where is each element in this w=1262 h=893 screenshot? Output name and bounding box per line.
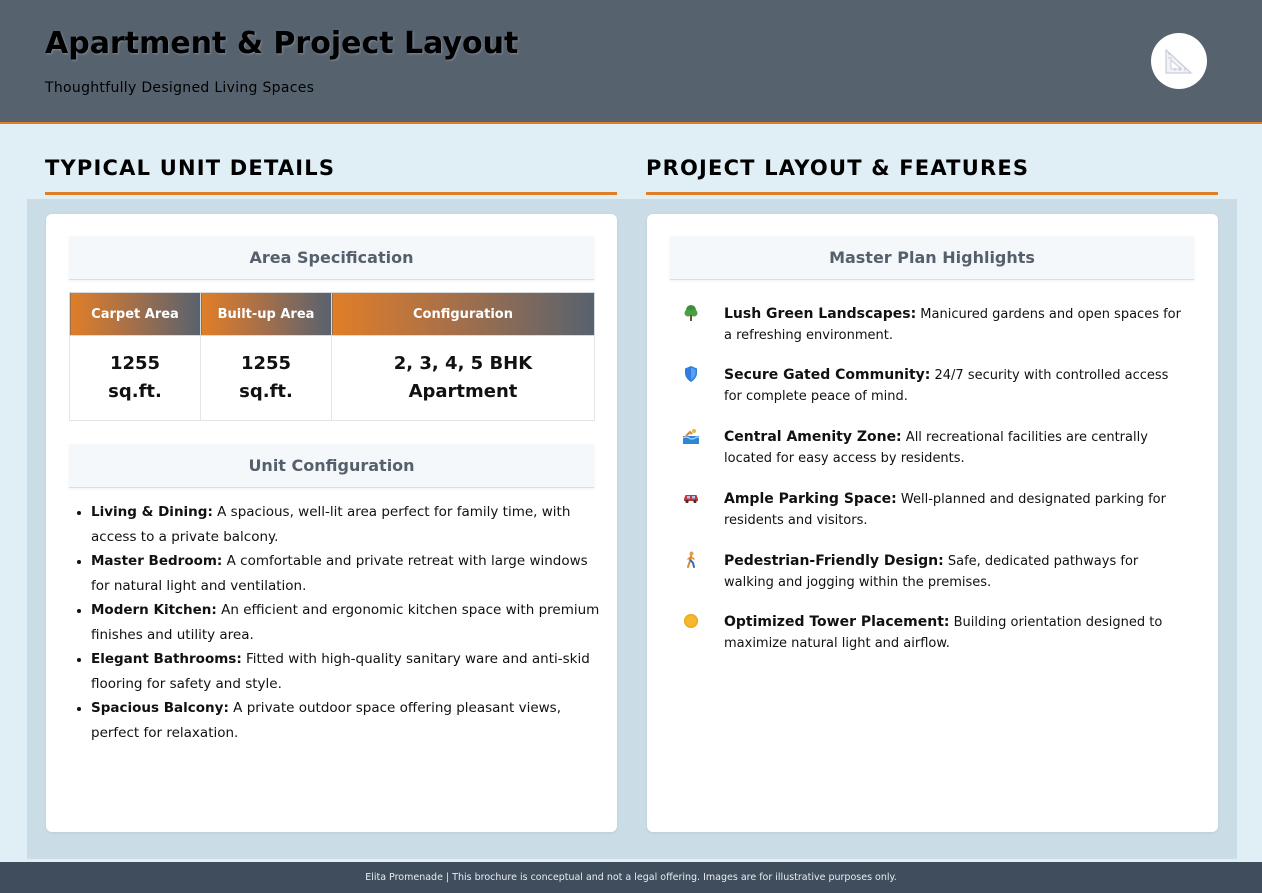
feature-text: [724, 612, 1186, 654]
list-item-label: Modern Kitchen:: [91, 602, 217, 618]
feature-text: [724, 304, 1186, 346]
feature-label: Lush Green Landscapes:: [724, 306, 917, 322]
carpet-area-unit: sq.ft.: [108, 381, 162, 402]
area-specification-heading: Area Specification: [69, 236, 594, 280]
list-item-label: Spacious Balcony:: [91, 700, 229, 716]
builtup-area-unit: sq.ft.: [239, 381, 293, 402]
page-header: [0, 0, 1262, 124]
builtup-area-header: Built-up Area: [201, 293, 332, 336]
feature-label: Central Amenity Zone:: [724, 429, 902, 445]
pool-icon: [676, 427, 706, 451]
list-item-text: A spacious, well-lit area perfect for family time, with access to a private balcony.: [91, 504, 571, 545]
carpet-area-value: 1255: [109, 353, 161, 374]
page-subtitle: Thoughtfully Designed Living Spaces: [45, 80, 315, 96]
configuration-header: Configuration: [332, 293, 595, 336]
configuration-cell: [332, 336, 595, 421]
builtup-area-value: 1255: [240, 353, 292, 374]
area-spec-table: [69, 292, 595, 421]
list-item: [91, 549, 601, 598]
feature-description: Safe, dedicated pathways for walking and jogging within the premises.: [724, 554, 1139, 590]
list-item-label: Elegant Bathrooms:: [91, 651, 242, 667]
shield-icon: [676, 365, 706, 389]
feature-description: Well-planned and designated parking for residents and visitors.: [724, 492, 1166, 528]
tree-icon: [676, 304, 706, 328]
section-divider: [45, 192, 617, 195]
list-item: [91, 696, 601, 745]
configuration-type: Apartment: [408, 381, 518, 402]
list-item-label: Living & Dining:: [91, 504, 213, 520]
set-square-ruler-icon: [1151, 33, 1207, 89]
walker-icon: [676, 551, 706, 575]
project-layout-title: PROJECT LAYOUT & FEATURES: [646, 156, 1030, 180]
feature-description: Building orientation designed to maximize natural light and airflow.: [724, 615, 1163, 651]
list-item: [91, 647, 601, 696]
configuration-value: 2, 3, 4, 5 BHK: [393, 353, 533, 374]
list-item-text: An efficient and ergonomic kitchen space with premium finishes and utility area.: [91, 602, 600, 643]
list-item-text: A private outdoor space offering pleasant views, perfect for relaxation.: [91, 700, 561, 741]
feature-description: 24/7 security with controlled access for complete peace of mind.: [724, 368, 1169, 404]
unit-configuration-heading: Unit Configuration: [69, 444, 594, 488]
list-item-text: A comfortable and private retreat with large windows for natural light and ventilation.: [91, 553, 588, 594]
carpet-area-header: Carpet Area: [70, 293, 201, 336]
feature-text: [724, 489, 1186, 531]
carpet-area-cell: [70, 336, 201, 421]
list-item: [91, 500, 601, 549]
feature-text: [724, 427, 1186, 469]
unit-configuration-list: [91, 500, 601, 745]
page-title: Apartment & Project Layout: [45, 26, 519, 61]
feature-label: Optimized Tower Placement:: [724, 614, 950, 630]
builtup-area-cell: [201, 336, 332, 421]
feature-label: Secure Gated Community:: [724, 367, 931, 383]
feature-text: [724, 365, 1186, 407]
footer-text: Elita Promenade | This brochure is conceptual and not a legal offering. Images are for illustrative purposes only.: [365, 872, 897, 883]
feature-label: Pedestrian-Friendly Design:: [724, 553, 944, 569]
feature-text: [724, 551, 1186, 593]
feature-description: Manicured gardens and open spaces for a refreshing environment.: [724, 307, 1181, 343]
master-plan-heading: Master Plan Highlights: [670, 236, 1194, 280]
feature-label: Ample Parking Space:: [724, 491, 897, 507]
unit-details-title: TYPICAL UNIT DETAILS: [45, 156, 336, 180]
car-icon: [676, 489, 706, 511]
list-item-text: Fitted with high-quality sanitary ware and anti-skid flooring for safety and style.: [91, 651, 590, 692]
page-footer: [0, 862, 1262, 893]
sun-icon: [676, 612, 706, 636]
feature-description: All recreational facilities are centrally located for easy access by residents.: [724, 430, 1148, 466]
list-item: [91, 598, 601, 647]
list-item-label: Master Bedroom:: [91, 553, 223, 569]
table-row: [70, 336, 595, 421]
section-divider: [646, 192, 1218, 195]
